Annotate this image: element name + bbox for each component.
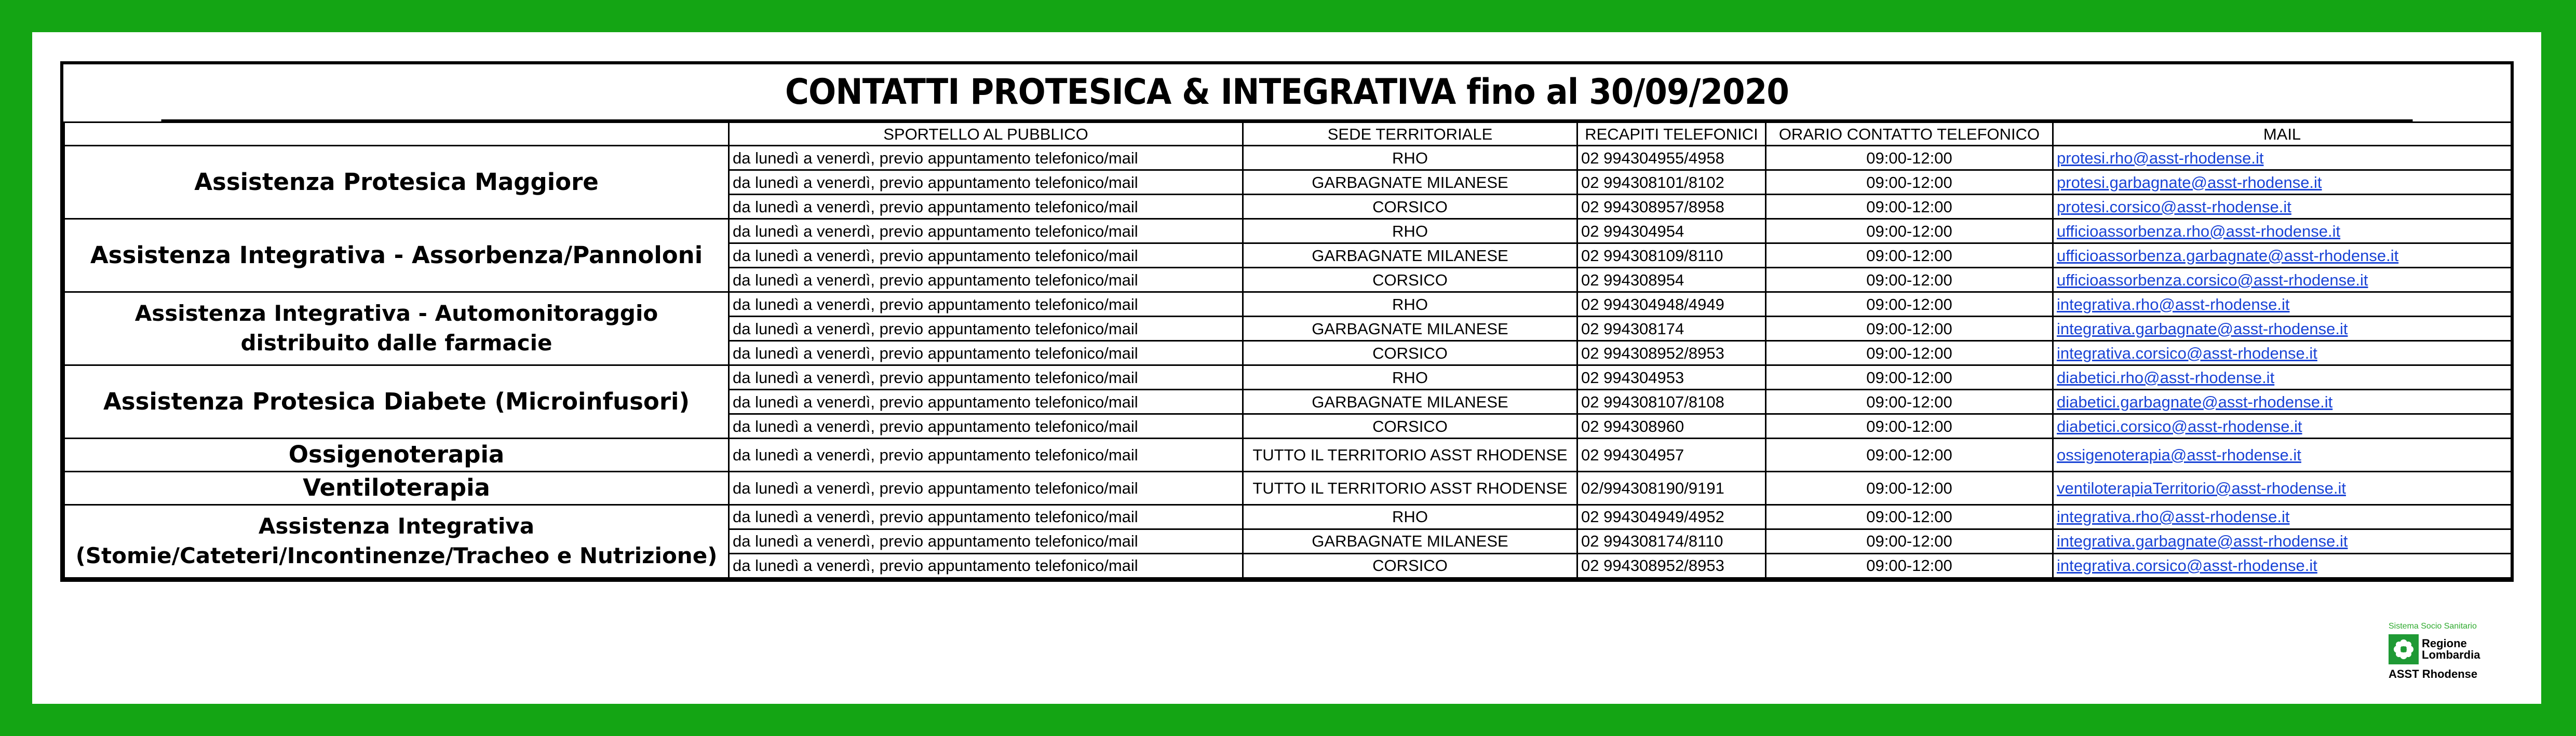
sportello-cell: da lunedì a venerdì, previo appuntamento telefonico/mail xyxy=(729,146,1243,170)
mail-link[interactable]: diabetici.garbagnate@asst-rhodense.it xyxy=(2057,392,2333,411)
mail-cell xyxy=(2053,365,2512,390)
table-row xyxy=(64,471,2512,505)
orario-cell: 09:00-12:00 xyxy=(1766,553,2053,578)
table-row xyxy=(64,292,2512,317)
table-row xyxy=(64,365,2512,390)
sportello-cell: da lunedì a venerdì, previo appuntamento telefonico/mail xyxy=(729,292,1243,317)
phone-cell: 02/994308190/9191 xyxy=(1577,471,1766,505)
mail-cell xyxy=(2053,390,2512,414)
sportello-cell: da lunedì a venerdì, previo appuntamento telefonico/mail xyxy=(729,505,1243,529)
mail-link[interactable]: protesi.garbagnate@asst-rhodense.it xyxy=(2057,173,2322,192)
orario-cell: 09:00-12:00 xyxy=(1766,505,2053,529)
sede-cell: CORSICO xyxy=(1243,553,1577,578)
category-label: Assistenza Protesica Maggiore xyxy=(194,168,599,196)
orario-cell: 09:00-12:00 xyxy=(1766,471,2053,505)
mail-link[interactable]: ufficioassorbenza.corsico@asst-rhodense.it xyxy=(2057,270,2368,289)
phone-cell: 02 994304948/4949 xyxy=(1577,292,1766,317)
sede-cell: TUTTO IL TERRITORIO ASST RHODENSE xyxy=(1243,439,1577,472)
mail-cell xyxy=(2053,471,2512,505)
category-label: Ventiloterapia xyxy=(303,473,490,501)
sede-cell: CORSICO xyxy=(1243,414,1577,439)
phone-cell: 02 994308109/8110 xyxy=(1577,243,1766,268)
orario-cell: 09:00-12:00 xyxy=(1766,439,2053,472)
orario-cell: 09:00-12:00 xyxy=(1766,341,2053,365)
sede-cell: RHO xyxy=(1243,292,1577,317)
category-label: Assistenza Integrativa xyxy=(258,513,535,539)
sede-cell: RHO xyxy=(1243,505,1577,529)
category-label: Assistenza Integrativa - Automonitoraggio xyxy=(134,301,658,326)
orario-cell: 09:00-12:00 xyxy=(1766,390,2053,414)
sportello-cell: da lunedì a venerdì, previo appuntamento telefonico/mail xyxy=(729,439,1243,472)
sede-cell: CORSICO xyxy=(1243,341,1577,365)
orario-cell: 09:00-12:00 xyxy=(1766,146,2053,170)
mail-cell xyxy=(2053,170,2512,195)
mail-cell xyxy=(2053,529,2512,553)
table-row xyxy=(64,439,2512,472)
logo-regione: Regione xyxy=(2422,637,2467,650)
mail-link[interactable]: protesi.rho@asst-rhodense.it xyxy=(2057,148,2264,167)
sede-cell: TUTTO IL TERRITORIO ASST RHODENSE xyxy=(1243,471,1577,505)
phone-cell: 02 994304957 xyxy=(1577,439,1766,472)
phone-cell: 02 994304949/4952 xyxy=(1577,505,1766,529)
category-label: Assistenza Integrativa - Assorbenza/Pannoloni xyxy=(90,241,703,269)
mail-cell xyxy=(2053,439,2512,472)
mail-cell xyxy=(2053,243,2512,268)
header-mail: MAIL xyxy=(2053,122,2512,146)
mail-cell xyxy=(2053,553,2512,578)
sportello-cell: da lunedì a venerdì, previo appuntamento telefonico/mail xyxy=(729,365,1243,390)
phone-cell: 02 994304955/4958 xyxy=(1577,146,1766,170)
mail-link[interactable]: integrativa.garbagnate@asst-rhodense.it xyxy=(2057,319,2348,338)
mail-link[interactable]: diabetici.rho@asst-rhodense.it xyxy=(2057,368,2275,387)
sportello-cell: da lunedì a venerdì, previo appuntamento telefonico/mail xyxy=(729,414,1243,439)
sportello-cell: da lunedì a venerdì, previo appuntamento telefonico/mail xyxy=(729,195,1243,219)
orario-cell: 09:00-12:00 xyxy=(1766,219,2053,243)
orario-cell: 09:00-12:00 xyxy=(1766,170,2053,195)
mail-link[interactable]: integrativa.rho@asst-rhodense.it xyxy=(2057,295,2290,314)
phone-cell: 02 994308174 xyxy=(1577,317,1766,341)
category-cell xyxy=(64,439,729,472)
mail-link[interactable]: protesi.corsico@asst-rhodense.it xyxy=(2057,197,2291,216)
mail-link[interactable]: integrativa.rho@asst-rhodense.it xyxy=(2057,508,2290,526)
sede-cell: CORSICO xyxy=(1243,268,1577,292)
logo-asst: ASST Rhodense xyxy=(2389,667,2478,680)
sede-cell: CORSICO xyxy=(1243,195,1577,219)
orario-cell: 09:00-12:00 xyxy=(1766,292,2053,317)
category-label: distribuito dalle farmacie xyxy=(240,330,552,356)
orario-cell: 09:00-12:00 xyxy=(1766,195,2053,219)
mail-link[interactable]: integrativa.corsico@asst-rhodense.it xyxy=(2057,344,2317,362)
sede-cell: GARBAGNATE MILANESE xyxy=(1243,390,1577,414)
contacts-table xyxy=(63,121,2512,579)
category-cell xyxy=(64,505,729,578)
mail-link[interactable]: integrativa.garbagnate@asst-rhodense.it xyxy=(2057,532,2348,550)
orario-cell: 09:00-12:00 xyxy=(1766,365,2053,390)
phone-cell: 02 994308954 xyxy=(1577,268,1766,292)
mail-cell xyxy=(2053,292,2512,317)
asst-rhodense-logo xyxy=(2389,622,2513,700)
mail-cell xyxy=(2053,341,2512,365)
orario-cell: 09:00-12:00 xyxy=(1766,268,2053,292)
mail-cell xyxy=(2053,414,2512,439)
mail-cell xyxy=(2053,195,2512,219)
orario-cell: 09:00-12:00 xyxy=(1766,414,2053,439)
orario-cell: 09:00-12:00 xyxy=(1766,317,2053,341)
header-recapiti: RECAPITI TELEFONICI xyxy=(1577,122,1766,146)
table-row xyxy=(64,219,2512,243)
sede-cell: GARBAGNATE MILANESE xyxy=(1243,243,1577,268)
mail-cell xyxy=(2053,219,2512,243)
category-label: Ossigenoterapia xyxy=(288,441,505,468)
phone-cell: 02 994304954 xyxy=(1577,219,1766,243)
sportello-cell: da lunedì a venerdì, previo appuntamento telefonico/mail xyxy=(729,553,1243,578)
table-row xyxy=(64,146,2512,170)
sportello-cell: da lunedì a venerdì, previo appuntamento telefonico/mail xyxy=(729,243,1243,268)
phone-cell: 02 994308107/8108 xyxy=(1577,390,1766,414)
sede-cell: RHO xyxy=(1243,219,1577,243)
mail-link[interactable]: ufficioassorbenza.rho@asst-rhodense.it xyxy=(2057,222,2341,240)
table-body xyxy=(64,146,2512,578)
mail-link[interactable]: ossigenoterapia@asst-rhodense.it xyxy=(2057,445,2301,464)
phone-cell: 02 994308101/8102 xyxy=(1577,170,1766,195)
sportello-cell: da lunedì a venerdì, previo appuntamento telefonico/mail xyxy=(729,529,1243,553)
header-orario: ORARIO CONTATTO TELEFONICO xyxy=(1766,122,2053,146)
mail-link[interactable]: ufficioassorbenza.garbagnate@asst-rhodense.it xyxy=(2057,246,2399,265)
sportello-cell: da lunedì a venerdì, previo appuntamento telefonico/mail xyxy=(729,471,1243,505)
phone-cell: 02 994308952/8953 xyxy=(1577,553,1766,578)
mail-cell xyxy=(2053,317,2512,341)
table-row xyxy=(64,505,2512,529)
sede-cell: GARBAGNATE MILANESE xyxy=(1243,170,1577,195)
category-cell xyxy=(64,471,729,505)
lombardia-rose-icon xyxy=(2389,634,2419,664)
contacts-sheet xyxy=(60,61,2514,582)
sportello-cell: da lunedì a venerdì, previo appuntamento telefonico/mail xyxy=(729,317,1243,341)
page xyxy=(32,32,2541,704)
phone-cell: 02 994304953 xyxy=(1577,365,1766,390)
sportello-cell: da lunedì a venerdì, previo appuntamento telefonico/mail xyxy=(729,390,1243,414)
logo-tagline: Sistema Socio Sanitario xyxy=(2389,622,2477,631)
phone-cell: 02 994308174/8110 xyxy=(1577,529,1766,553)
header-row xyxy=(64,122,2512,146)
sportello-cell: da lunedì a venerdì, previo appuntamento telefonico/mail xyxy=(729,219,1243,243)
mail-link[interactable]: diabetici.corsico@asst-rhodense.it xyxy=(2057,417,2302,435)
category-cell xyxy=(64,219,729,292)
mail-link[interactable]: integrativa.corsico@asst-rhodense.it xyxy=(2057,556,2317,575)
category-label: Assistenza Protesica Diabete (Microinfusori) xyxy=(103,387,690,415)
mail-cell xyxy=(2053,505,2512,529)
header-sede: SEDE TERRITORIALE xyxy=(1243,122,1577,146)
category-cell xyxy=(64,365,729,439)
phone-cell: 02 994308957/8958 xyxy=(1577,195,1766,219)
header-category xyxy=(64,122,729,146)
mail-cell xyxy=(2053,146,2512,170)
category-label: (Stomie/Cateteri/Incontinenze/Tracheo e Nutrizione) xyxy=(75,542,718,568)
category-cell xyxy=(64,292,729,365)
mail-cell xyxy=(2053,268,2512,292)
sportello-cell: da lunedì a venerdì, previo appuntamento telefonico/mail xyxy=(729,170,1243,195)
orario-cell: 09:00-12:00 xyxy=(1766,529,2053,553)
sede-cell: GARBAGNATE MILANESE xyxy=(1243,529,1577,553)
phone-cell: 02 994308960 xyxy=(1577,414,1766,439)
category-cell xyxy=(64,146,729,219)
phone-cell: 02 994308952/8953 xyxy=(1577,341,1766,365)
mail-link[interactable]: ventiloterapiaTerritorio@asst-rhodense.it xyxy=(2057,479,2346,497)
orario-cell: 09:00-12:00 xyxy=(1766,243,2053,268)
logo-lombardia: Lombardia xyxy=(2422,648,2480,661)
header-sportello: SPORTELLO AL PUBBLICO xyxy=(729,122,1243,146)
sportello-cell: da lunedì a venerdì, previo appuntamento telefonico/mail xyxy=(729,341,1243,365)
page-title: CONTATTI PROTESICA & INTEGRATIVA fino al 30/09/2020 xyxy=(161,64,2413,121)
sede-cell: RHO xyxy=(1243,365,1577,390)
sede-cell: GARBAGNATE MILANESE xyxy=(1243,317,1577,341)
sportello-cell: da lunedì a venerdì, previo appuntamento telefonico/mail xyxy=(729,268,1243,292)
sede-cell: RHO xyxy=(1243,146,1577,170)
